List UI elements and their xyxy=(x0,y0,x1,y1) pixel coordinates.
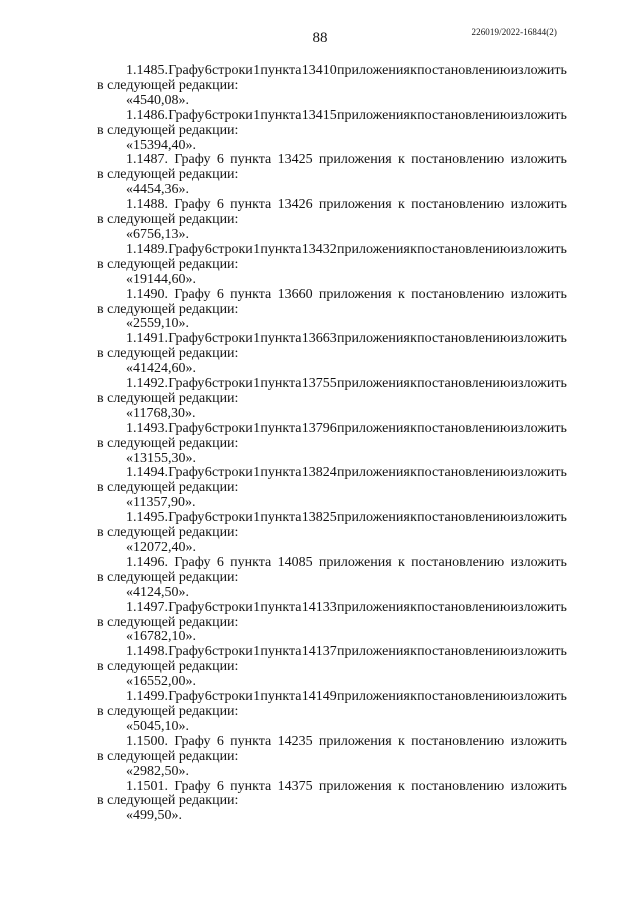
instruction-word: к xyxy=(397,197,405,213)
instruction-word: постановлению xyxy=(411,152,505,168)
instruction-word: 6 xyxy=(216,286,224,302)
instruction-word: пункта xyxy=(260,465,302,481)
instruction-word: приложения xyxy=(337,107,410,123)
instruction-word: постановлению xyxy=(417,331,511,347)
amendment-value: «2559,10». xyxy=(126,316,189,332)
instruction-word: Графу xyxy=(174,152,211,168)
instruction-word: 1 xyxy=(253,465,261,481)
amendment-value: «41424,60». xyxy=(126,361,196,377)
instruction-word: приложения xyxy=(318,554,392,570)
instruction-word: Графу xyxy=(174,733,211,749)
instruction-word: строки xyxy=(212,420,253,436)
instruction-word: изложить xyxy=(510,420,567,436)
instruction-word: 6 xyxy=(216,152,224,168)
instruction-word: 13425 xyxy=(277,152,313,168)
instruction-word: 13663 xyxy=(301,331,337,347)
document-body xyxy=(97,64,567,824)
instruction-word: к xyxy=(410,331,417,347)
instruction-word: 1.1496. xyxy=(126,554,168,570)
amendment-continuation-line: в следующей редакции: xyxy=(97,525,239,541)
instruction-word: 1 xyxy=(253,420,261,436)
amendment-item xyxy=(97,198,567,243)
amendment-instruction-line xyxy=(97,422,567,437)
instruction-word: постановлению xyxy=(411,778,505,794)
instruction-word: 1.1501. xyxy=(126,778,168,794)
instruction-word: 6 xyxy=(216,197,224,213)
instruction-word: Графу xyxy=(174,197,211,213)
instruction-word: приложения xyxy=(337,465,410,481)
instruction-word: 6 xyxy=(204,644,212,660)
instruction-word: приложения xyxy=(318,733,392,749)
instruction-word: 13410 xyxy=(301,63,337,78)
instruction-word: 13824 xyxy=(301,465,337,481)
instruction-word: к xyxy=(397,152,405,168)
instruction-word: Графу xyxy=(168,689,205,705)
instruction-word: строки xyxy=(212,331,253,347)
instruction-word: 14137 xyxy=(301,644,337,660)
instruction-word: изложить xyxy=(510,733,567,749)
instruction-word: пункта xyxy=(260,376,302,392)
amendment-continuation-line: в следующей редакции: xyxy=(97,256,239,272)
instruction-word: приложения xyxy=(337,63,410,78)
amendment-instruction-line xyxy=(97,153,567,168)
instruction-word: к xyxy=(410,241,417,257)
instruction-word: изложить xyxy=(510,465,567,481)
instruction-word: 6 xyxy=(204,689,212,705)
instruction-word: 6 xyxy=(204,331,212,347)
instruction-word: 1.1490. xyxy=(126,286,168,302)
instruction-word: к xyxy=(397,778,405,794)
amendment-instruction-line xyxy=(97,198,567,213)
document-id: 226019/2022-16844(2) xyxy=(471,27,557,37)
instruction-word: 1.1491. xyxy=(126,331,168,347)
instruction-word: пункта xyxy=(260,599,302,615)
instruction-word: 1.1492. xyxy=(126,376,168,392)
instruction-word: 6 xyxy=(204,241,212,257)
amendment-continuation-line: в следующей редакции: xyxy=(97,703,239,719)
instruction-word: Графу xyxy=(168,420,205,436)
instruction-word: строки xyxy=(212,107,253,123)
amendment-item xyxy=(97,735,567,780)
amendment-value: «4124,50». xyxy=(126,584,189,600)
amendment-item xyxy=(97,511,567,556)
amendment-continuation-line: в следующей редакции: xyxy=(97,122,239,138)
instruction-word: Графу xyxy=(168,644,205,660)
instruction-word: изложить xyxy=(510,689,567,705)
instruction-word: изложить xyxy=(510,376,567,392)
instruction-word: к xyxy=(397,286,405,302)
instruction-word: 6 xyxy=(204,63,212,78)
amendment-continuation-line: в следующей редакции: xyxy=(97,569,239,585)
instruction-word: строки xyxy=(212,376,253,392)
instruction-word: постановлению xyxy=(417,465,511,481)
instruction-word: 1.1486. xyxy=(126,107,168,123)
instruction-word: пункта xyxy=(230,286,272,302)
instruction-word: Графу xyxy=(168,465,205,481)
instruction-word: 1 xyxy=(253,331,261,347)
instruction-word: 13415 xyxy=(301,107,337,123)
amendment-item xyxy=(97,422,567,467)
instruction-word: к xyxy=(410,510,417,526)
amendment-item xyxy=(97,64,567,109)
instruction-word: приложения xyxy=(318,778,392,794)
instruction-word: Графу xyxy=(168,331,205,347)
instruction-word: 1 xyxy=(253,241,261,257)
instruction-word: 1.1493. xyxy=(126,420,168,436)
amendment-value: «5045,10». xyxy=(126,718,189,734)
instruction-word: 1.1488. xyxy=(126,197,168,213)
instruction-word: к xyxy=(410,63,417,78)
instruction-word: Графу xyxy=(168,63,205,78)
instruction-word: к xyxy=(410,644,417,660)
instruction-word: постановлению xyxy=(417,241,511,257)
instruction-word: 14085 xyxy=(277,554,313,570)
instruction-word: Графу xyxy=(174,286,211,302)
amendment-value: «12072,40». xyxy=(126,540,196,555)
amendment-item xyxy=(97,243,567,288)
instruction-word: изложить xyxy=(510,241,567,257)
instruction-word: изложить xyxy=(510,107,567,123)
instruction-word: Графу xyxy=(168,510,205,526)
instruction-word: постановлению xyxy=(411,733,505,749)
instruction-word: 1.1497. xyxy=(126,599,168,615)
instruction-word: Графу xyxy=(168,376,205,392)
instruction-word: постановлению xyxy=(411,286,505,302)
amendment-instruction-line xyxy=(97,466,567,481)
instruction-word: постановлению xyxy=(417,644,511,660)
instruction-word: изложить xyxy=(510,644,567,660)
instruction-word: 1.1487. xyxy=(126,152,168,168)
instruction-word: изложить xyxy=(510,510,567,526)
instruction-word: 13426 xyxy=(277,197,313,213)
amendment-continuation-line: в следующей редакции: xyxy=(97,748,239,764)
amendment-instruction-line xyxy=(97,64,567,79)
amendment-value: «11768,30». xyxy=(126,405,196,421)
instruction-word: 1.1489. xyxy=(126,241,168,257)
instruction-word: постановлению xyxy=(417,599,511,615)
amendment-continuation-line: в следующей редакции: xyxy=(97,480,239,496)
instruction-word: строки xyxy=(212,465,253,481)
amendment-continuation-line: в следующей редакции: xyxy=(97,301,239,317)
instruction-word: 1 xyxy=(253,644,261,660)
instruction-word: Графу xyxy=(168,241,205,257)
instruction-word: приложения xyxy=(337,331,410,347)
instruction-word: пункта xyxy=(260,107,302,123)
instruction-word: Графу xyxy=(168,599,205,615)
instruction-word: пункта xyxy=(230,554,272,570)
instruction-word: изложить xyxy=(510,152,567,168)
instruction-word: пункта xyxy=(260,644,302,660)
amendment-item xyxy=(97,109,567,154)
instruction-word: 14235 xyxy=(277,733,313,749)
instruction-word: 6 xyxy=(204,599,212,615)
amendment-value: «16552,00». xyxy=(126,674,196,690)
instruction-word: 1.1494. xyxy=(126,465,168,481)
instruction-word: 1 xyxy=(253,107,261,123)
instruction-word: 6 xyxy=(204,465,212,481)
instruction-word: 1 xyxy=(253,510,261,526)
instruction-word: 1.1498. xyxy=(126,644,168,660)
amendment-value: «4540,08». xyxy=(126,92,189,108)
amendment-continuation-line: в следующей редакции: xyxy=(97,793,239,809)
amendment-value: «19144,60». xyxy=(126,271,196,287)
amendment-instruction-line xyxy=(97,243,567,258)
amendment-value: «16782,10». xyxy=(126,629,196,645)
instruction-word: постановлению xyxy=(417,63,511,78)
instruction-word: 13660 xyxy=(277,286,313,302)
instruction-word: постановлению xyxy=(417,376,511,392)
instruction-word: 1 xyxy=(253,376,261,392)
amendment-instruction-line xyxy=(97,288,567,303)
amendment-value: «6756,13». xyxy=(126,226,189,242)
instruction-word: приложения xyxy=(337,689,410,705)
page-number: 88 xyxy=(312,30,328,46)
instruction-word: 14133 xyxy=(301,599,337,615)
instruction-word: постановлению xyxy=(411,197,505,213)
instruction-word: 13796 xyxy=(301,420,337,436)
amendment-instruction-line xyxy=(97,109,567,124)
amendment-continuation-line: в следующей редакции: xyxy=(97,77,239,93)
instruction-word: 14149 xyxy=(301,689,337,705)
amendment-item xyxy=(97,780,567,825)
instruction-word: пункта xyxy=(260,420,302,436)
instruction-word: 1.1485. xyxy=(126,63,168,78)
amendment-item xyxy=(97,601,567,646)
instruction-word: 1.1499. xyxy=(126,689,168,705)
amendment-item xyxy=(97,556,567,601)
instruction-word: к xyxy=(397,554,405,570)
instruction-word: изложить xyxy=(510,778,567,794)
instruction-word: постановлению xyxy=(417,107,511,123)
amendment-item xyxy=(97,288,567,333)
instruction-word: 13755 xyxy=(301,376,337,392)
amendment-continuation-line: в следующей редакции: xyxy=(97,659,239,675)
instruction-word: к xyxy=(410,420,417,436)
amendment-instruction-line xyxy=(97,556,567,571)
instruction-word: пункта xyxy=(260,510,302,526)
instruction-word: постановлению xyxy=(411,554,505,570)
instruction-word: приложения xyxy=(318,197,392,213)
instruction-word: изложить xyxy=(510,197,567,213)
instruction-word: строки xyxy=(212,599,253,615)
instruction-word: 13825 xyxy=(301,510,337,526)
amendment-instruction-line xyxy=(97,780,567,795)
instruction-word: 6 xyxy=(216,554,224,570)
instruction-word: 1 xyxy=(253,599,261,615)
amendment-instruction-line xyxy=(97,601,567,616)
instruction-word: пункта xyxy=(260,241,302,257)
instruction-word: 6 xyxy=(204,510,212,526)
amendment-value: «2982,50». xyxy=(126,763,189,779)
instruction-word: 1 xyxy=(253,63,261,78)
instruction-word: пункта xyxy=(260,689,302,705)
instruction-word: строки xyxy=(212,241,253,257)
instruction-word: к xyxy=(410,376,417,392)
instruction-word: 1.1495. xyxy=(126,510,168,526)
instruction-word: Графу xyxy=(174,554,211,570)
amendment-value: «499,50». xyxy=(126,808,182,824)
amendment-item xyxy=(97,645,567,690)
instruction-word: к xyxy=(410,465,417,481)
instruction-word: 6 xyxy=(216,778,224,794)
amendment-value: «11357,90». xyxy=(126,495,196,511)
amendment-value: «4454,36». xyxy=(126,182,189,198)
instruction-word: 14375 xyxy=(277,778,313,794)
instruction-word: пункта xyxy=(230,152,272,168)
instruction-word: приложения xyxy=(337,420,410,436)
instruction-word: пункта xyxy=(260,63,302,78)
amendment-continuation-line: в следующей редакции: xyxy=(97,212,239,228)
amendment-continuation-line: в следующей редакции: xyxy=(97,167,239,183)
instruction-word: приложения xyxy=(337,599,410,615)
amendment-continuation-line: в следующей редакции: xyxy=(97,435,239,451)
amendment-item xyxy=(97,332,567,377)
instruction-word: 6 xyxy=(204,420,212,436)
instruction-word: приложения xyxy=(337,376,410,392)
instruction-word: изложить xyxy=(510,554,567,570)
instruction-word: постановлению xyxy=(417,689,511,705)
instruction-word: Графу xyxy=(168,107,205,123)
instruction-word: строки xyxy=(212,689,253,705)
amendment-value: «13155,30». xyxy=(126,450,196,466)
instruction-word: изложить xyxy=(510,331,567,347)
instruction-word: приложения xyxy=(337,241,410,257)
instruction-word: к xyxy=(410,107,417,123)
amendment-value: «15394,40». xyxy=(126,137,196,153)
amendment-item xyxy=(97,377,567,422)
instruction-word: изложить xyxy=(510,286,567,302)
instruction-word: пункта xyxy=(230,197,272,213)
amendment-instruction-line xyxy=(97,377,567,392)
instruction-word: изложить xyxy=(510,599,567,615)
instruction-word: 13432 xyxy=(301,241,337,257)
amendment-continuation-line: в следующей редакции: xyxy=(97,346,239,362)
instruction-word: 6 xyxy=(204,376,212,392)
instruction-word: пункта xyxy=(230,733,272,749)
instruction-word: 1 xyxy=(253,689,261,705)
amendment-continuation-line: в следующей редакции: xyxy=(97,614,239,630)
instruction-word: приложения xyxy=(337,644,410,660)
instruction-word: пункта xyxy=(230,778,272,794)
amendment-instruction-line xyxy=(97,511,567,526)
instruction-word: к xyxy=(410,599,417,615)
amendment-instruction-line xyxy=(97,690,567,705)
instruction-word: строки xyxy=(212,644,253,660)
instruction-word: 1.1500. xyxy=(126,733,168,749)
instruction-word: приложения xyxy=(337,510,410,526)
instruction-word: изложить xyxy=(510,63,567,78)
amendment-item xyxy=(97,466,567,511)
instruction-word: приложения xyxy=(318,286,392,302)
instruction-word: 6 xyxy=(216,733,224,749)
amendment-item xyxy=(97,690,567,735)
instruction-word: постановлению xyxy=(417,420,511,436)
amendment-instruction-line xyxy=(97,332,567,347)
instruction-word: 6 xyxy=(204,107,212,123)
instruction-word: Графу xyxy=(174,778,211,794)
instruction-word: строки xyxy=(212,63,253,78)
instruction-word: к xyxy=(410,689,417,705)
amendment-item xyxy=(97,153,567,198)
amendment-instruction-line xyxy=(97,735,567,750)
amendment-instruction-line xyxy=(97,645,567,660)
instruction-word: к xyxy=(397,733,405,749)
amendment-continuation-line: в следующей редакции: xyxy=(97,390,239,406)
instruction-word: пункта xyxy=(260,331,302,347)
instruction-word: постановлению xyxy=(417,510,511,526)
instruction-word: строки xyxy=(212,510,253,526)
instruction-word: приложения xyxy=(318,152,392,168)
